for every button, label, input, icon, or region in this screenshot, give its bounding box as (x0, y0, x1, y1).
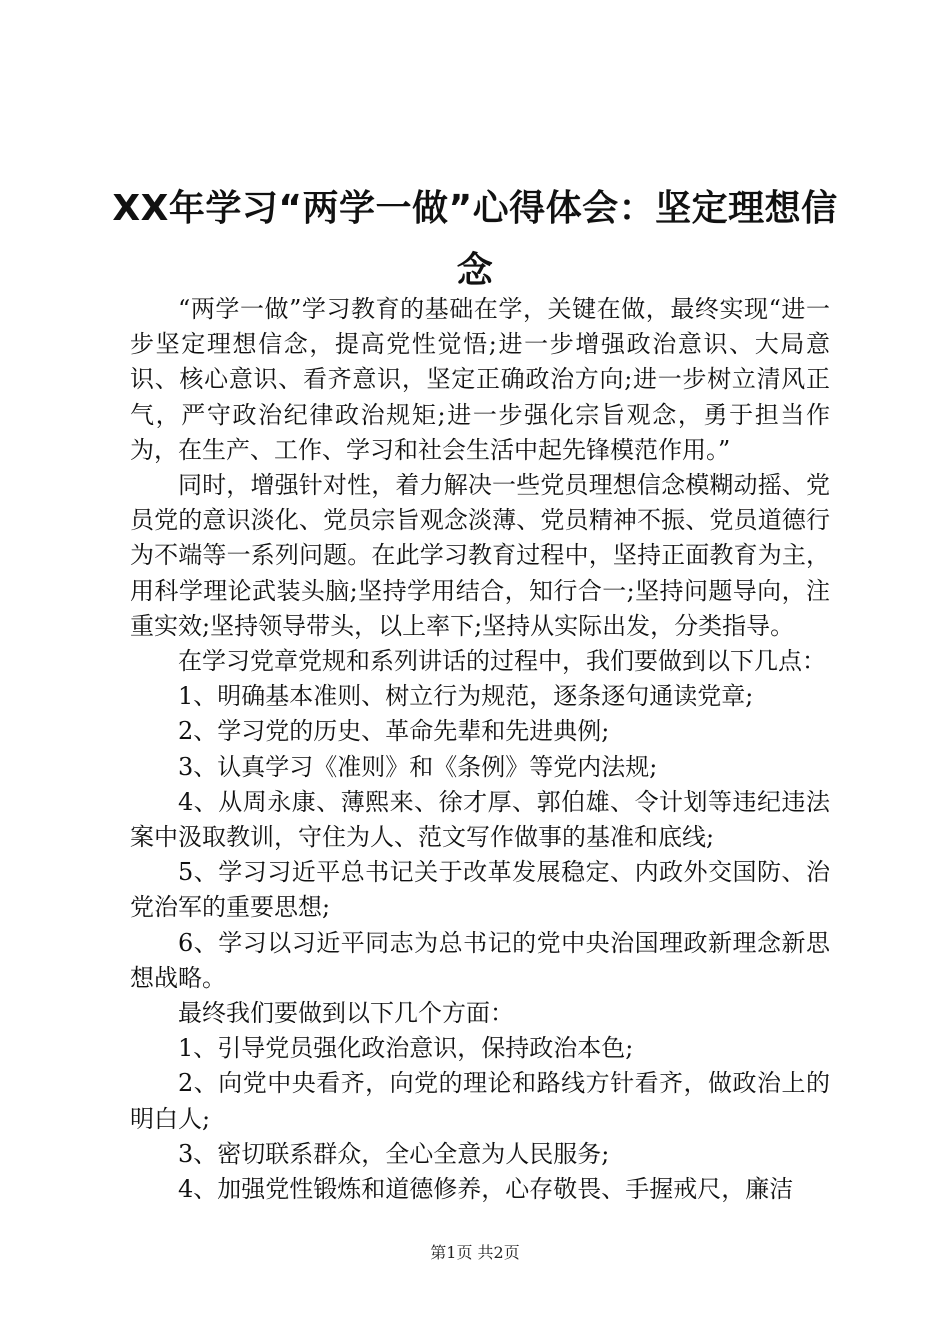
paragraph: 同时，增强针对性，着力解决一些党员理想信念模糊动摇、党员党的意识淡化、党员宗旨观念淡薄、党员精神不振、党员道德行为不端等一系列问题。在此学习教育过程中，坚持正面教育为主，用科学理论武装头脑;坚持学用结合，知行合一;坚持问题导向，注重实效;坚持领导带头，以上率下;坚持从实际出发，分类指导。 (130, 471, 830, 640)
paragraph: “两学一做”学习教育的基础在学，关键在做，最终实现“进一步坚定理想信念，提高党性觉悟;进一步增强政治意识、大局意识、核心意识、看齐意识，坚定正确政治方向;进一步树立清风正气，严守政治纪律政治规矩;进一步强化宗旨观念，勇于担当作为，在生产、工作、学习和社会生活中起先锋模范作用。” (130, 295, 830, 464)
list-item: 4、从周永康、薄熙来、徐才厚、郭伯雄、令计划等违纪违法案中汲取教训，守住为人、范文写作做事的基准和底线; (130, 787, 830, 852)
list-item: 3、认真学习《准则》和《条例》等党内法规; (178, 752, 658, 781)
list-item: 4、加强党性锻炼和道德修养，心存敬畏、手握戒尺，廉洁 (178, 1175, 794, 1204)
list-item: 2、向党中央看齐，向党的理论和路线方针看齐，做政治上的明白人; (130, 1069, 830, 1133)
list-item: 2、学习党的历史、革命先辈和先进典例; (178, 717, 610, 746)
paragraph: 在学习党章党规和系列讲话的过程中，我们要做到以下几点： (178, 647, 826, 676)
list-item: 5、学习习近平总书记关于改革发展稳定、内政外交国防、治党治军的重要思想; (130, 858, 830, 922)
list-item: 1、明确基本准则、树立行为规范，逐条逐句通读党章; (178, 682, 754, 711)
list-item: 3、密切联系群众，全心全意为人民服务; (178, 1139, 610, 1168)
list-item: 1、引导党员强化政治意识，保持政治本色; (178, 1034, 634, 1063)
page-footer: 第1页 共2页 (430, 1243, 520, 1262)
document-title: XX年学习“两学一做”心得体会：坚定理想信念 (112, 188, 838, 291)
paragraph: 最终我们要做到以下几个方面： (178, 999, 514, 1028)
list-item: 6、学习以习近平同志为总书记的党中央治国理政新理念新思想战略。 (130, 928, 830, 992)
document-body (130, 292, 830, 1207)
